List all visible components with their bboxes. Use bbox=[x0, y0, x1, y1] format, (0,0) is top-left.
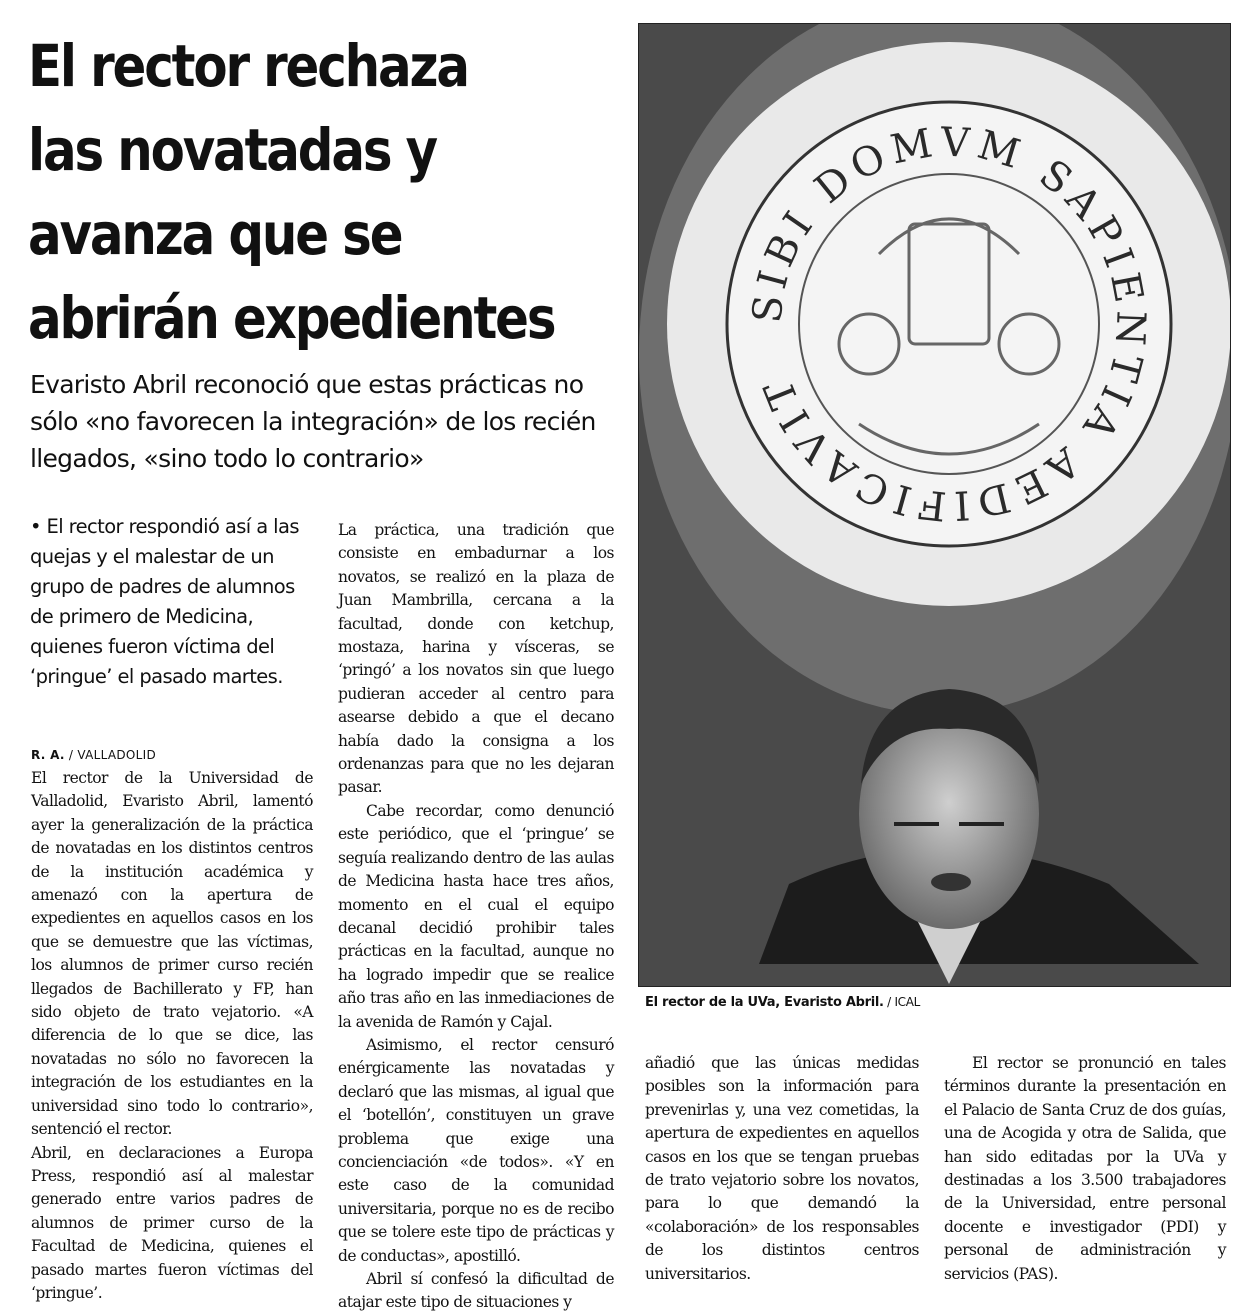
headline-line-1: El rector rechaza bbox=[28, 32, 468, 100]
headline bbox=[28, 24, 555, 360]
byline-separator: / bbox=[64, 748, 78, 762]
byline bbox=[31, 748, 156, 762]
seal-emblem bbox=[667, 42, 1230, 606]
subheadline: Evaristo Abril reconoció que estas prácticas no sólo «no favorecen la integración» de los recién llegados, «sino todo lo contrario» bbox=[30, 370, 596, 473]
body-column-3 bbox=[645, 1052, 919, 1286]
body-paragraph: añadió que las únicas medidas posibles son la información para prevenirlas y, una vez cometidas, la apertura de expedientes en aquellos casos en los que se tengan pruebas de trato vejatorio sobre los novatos, para lo que demandó la «colaboración» de los responsables de los distintos centros universitarios. bbox=[645, 1054, 919, 1283]
photo-credit: / ICAL bbox=[883, 995, 921, 1009]
photo-illustration bbox=[639, 24, 1230, 986]
body-column-1 bbox=[31, 767, 313, 1305]
body-paragraph: La práctica, una tradición que consiste en embadurnar a los novatos, se realizó en la plaza de Juan Mambrilla, cercana a la facultad, donde con ketchup, mostaza, harina y vísceras, se ‘pringó’ a los novatos sin que luego pudieran acceder al centro para asearse debido a que el decano había dado la consigna a los ordenanzas para que no les dejaran pasar. bbox=[338, 521, 614, 797]
body-paragraph: Asimismo, el rector censuró enérgicamente las novatadas y declaró que las mismas, al igual que el ‘botellón’, constituyen un grave problema que exige una concienciación «de todos». «Y en este caso de la comunidad universitaria, porque no es de recibo que se tolere este tipo de prácticas y de conductas», apostilló. bbox=[338, 1035, 614, 1265]
body-paragraph: Abril, en declaraciones a Europa Press, respondió así al malestar generado entre varios padres de alumnos de primer curso de la Facultad de Medicina, quienes el pasado martes fueron víctimas del ‘pringue’. bbox=[31, 1143, 313, 1302]
byline-place: VALLADOLID bbox=[77, 748, 157, 762]
headline-line-4: abrirán expedientes bbox=[28, 284, 555, 352]
body-column-2 bbox=[338, 519, 614, 1315]
body-paragraph: Abril sí confesó la dificultad de atajar este tipo de situaciones y bbox=[338, 1270, 614, 1312]
body-paragraph: Cabe recordar, como denunció este periódico, que el ‘pringue’ se seguía realizando dentro de las aulas de Medicina hasta hace tres años, momento en el cual el equipo decanal decidió prohibir tales prácticas en la facultad, aunque no ha logrado impedir que se realice año tras año en las inmediaciones de la avenida de Ramón y Cajal. bbox=[338, 801, 614, 1031]
seal-text: SIBI DOMVM SAPIENTIA AEDIFICAVIT bbox=[744, 119, 1154, 529]
body-paragraph: El rector se pronunció en tales términos durante la presentación en el Palacio de Santa Cruz de dos guías, una de Acogida y otra de Salida, que han sido editadas por la UVa y destinadas a los 3.500 trabajadores de la Universidad, entre personal docente e investigador (PDI) y personal de administración y servicios (PAS). bbox=[944, 1054, 1226, 1283]
rector-photo bbox=[638, 23, 1231, 987]
headline-line-2: las novatadas y bbox=[28, 116, 436, 184]
photo-caption bbox=[645, 995, 1235, 1010]
caption-text: El rector de la UVa, Evaristo Abril. bbox=[645, 995, 884, 1010]
body-column-4 bbox=[944, 1052, 1226, 1286]
body-paragraph: El rector de la Universidad de Valladolid, Evaristo Abril, lamentó ayer la generalización de la práctica de novatadas en los distintos centros de la institución académica y amenazó con la apertura de expedientes en aquellos casos en los que se demuestre que las víctimas, los alumnos de primer curso recién llegados de Bachillerato y FP, han sido objeto de trato vejatorio. «A diferencia de lo que se dice, las novatadas no sólo no favorecen la integración de los estudiantes en la universidad sino todo lo contrario», sentenció el rector. bbox=[31, 769, 313, 1139]
headline-line-3: avanza que se bbox=[28, 200, 402, 268]
lead-summary: • El rector respondió así a las quejas y el malestar de un grupo de padres de alumnos de primero de Medicina, quienes fueron víctima del ‘pringue’ el pasado martes. bbox=[30, 515, 299, 688]
byline-author: R. A. bbox=[31, 748, 65, 762]
